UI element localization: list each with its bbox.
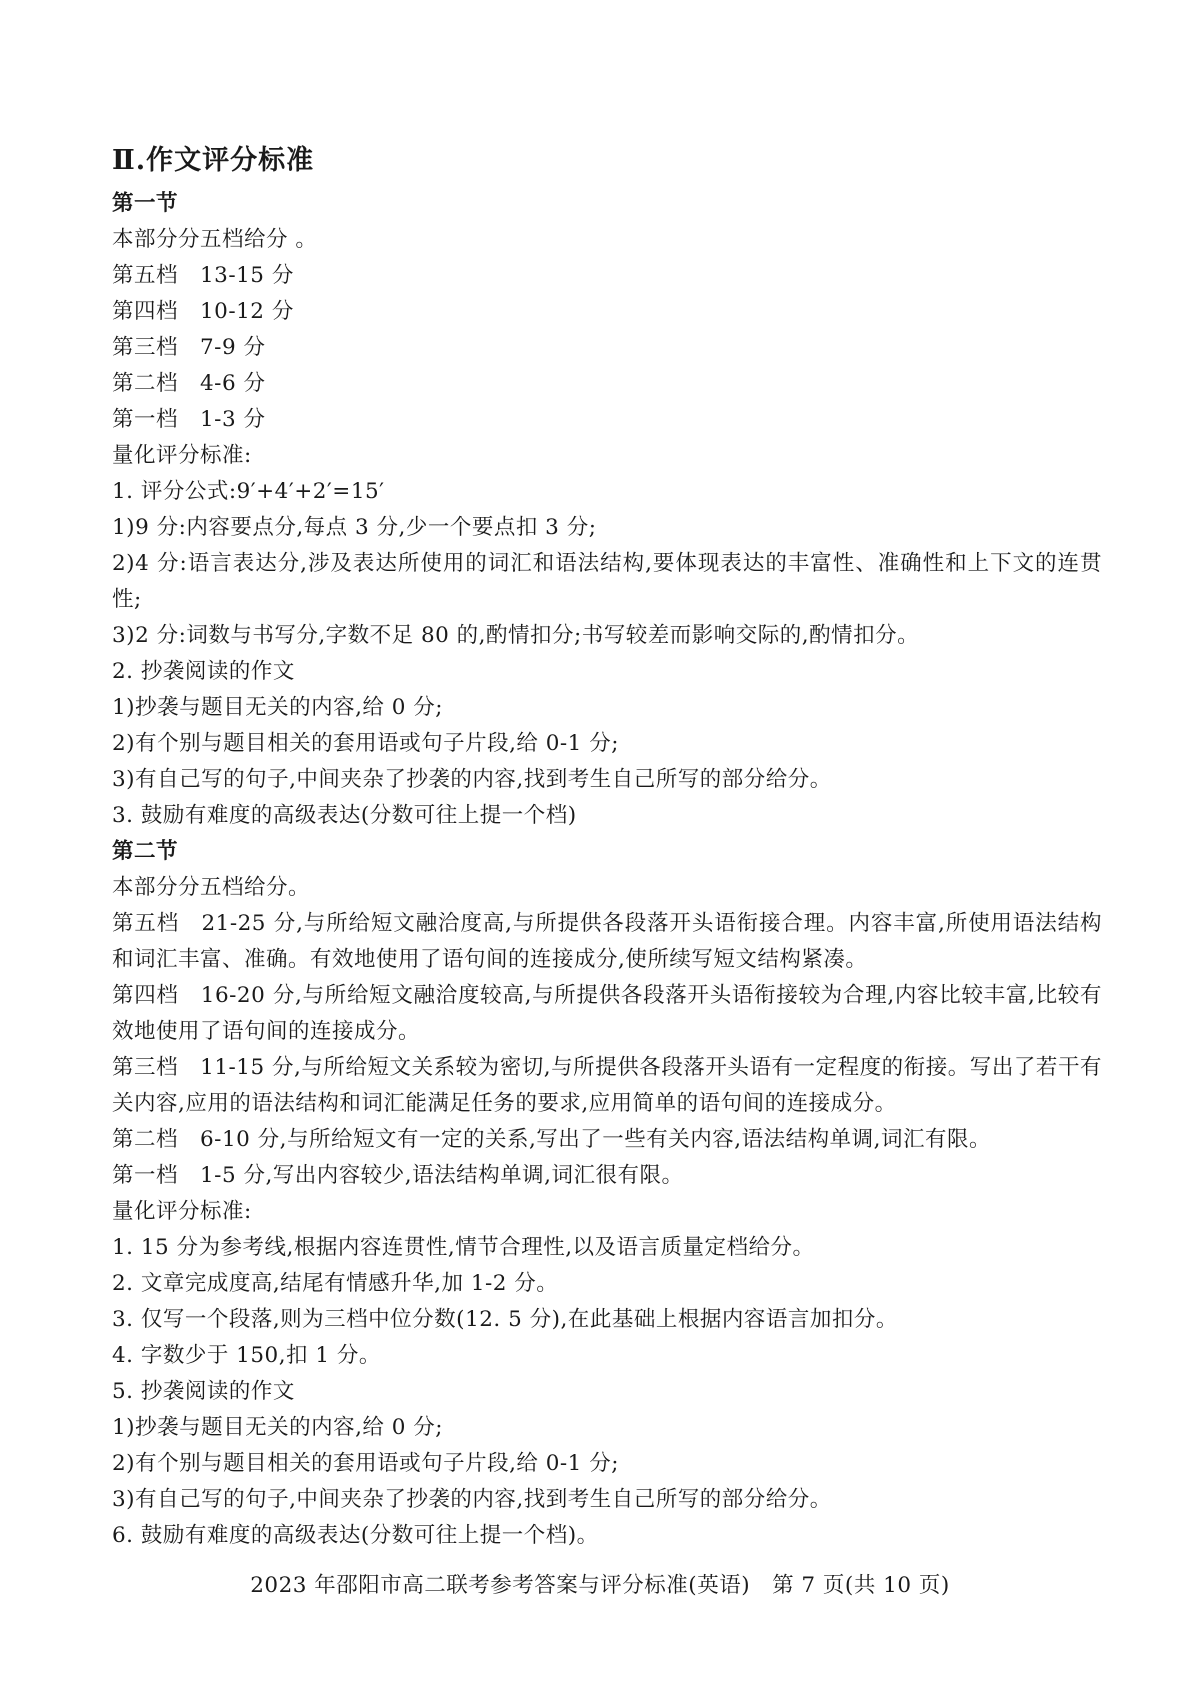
text-line: 1)抄袭与题目无关的内容,给 0 分; [112, 695, 443, 720]
text-line: 量化评分标准: [112, 1199, 252, 1224]
page-footer: 2023 年邵阳市高二联考参考答案与评分标准(英语) 第 7 页(共 10 页) [250, 1573, 950, 1598]
text-line: 1)9 分:内容要点分,每点 3 分,少一个要点扣 3 分; [112, 515, 597, 540]
text-line: 4. 字数少于 150,扣 1 分。 [112, 1343, 381, 1368]
text-line: 第一档 1-5 分,写出内容较少,语法结构单调,词汇很有限。 [112, 1163, 684, 1188]
text-line: 5. 抄袭阅读的作文 [112, 1379, 295, 1404]
text-line: 第四档 10-12 分 [112, 299, 294, 324]
text-line: 第三档 11-15 分,与所给短文关系较为密切,与所提供各段落开头语有一定程度的衔接。写出了若干有关内容,应用的语法结构和词汇能满足任务的要求,应用简单的语句间的连接成分。 [112, 1055, 1102, 1116]
text-line: 6. 鼓励有难度的高级表达(分数可往上提一个档)。 [112, 1523, 599, 1548]
section-title: 第二节 [112, 839, 179, 864]
text-line: 2)4 分:语言表达分,涉及表达所使用的词汇和语法结构,要体现表达的丰富性、准确性和上下文的连贯性; [112, 551, 1102, 612]
document-heading: Ⅱ.作文评分标准 [112, 145, 315, 176]
text-line: 本部分分五档给分 。 [112, 227, 318, 252]
text-line: 3)有自己写的句子,中间夹杂了抄袭的内容,找到考生自己所写的部分给分。 [112, 1487, 832, 1512]
text-line: 2. 文章完成度高,结尾有情感升华,加 1-2 分。 [112, 1271, 559, 1296]
text-line: 1. 15 分为参考线,根据内容连贯性,情节合理性,以及语言质量定档给分。 [112, 1235, 815, 1260]
text-line: 第五档 21-25 分,与所给短文融洽度高,与所提供各段落开头语衔接合理。内容丰富,所使用语法结构和词汇丰富、准确。有效地使用了语句间的连接成分,使所续写短文结构紧凑。 [112, 911, 1102, 972]
section-title: 第一节 [112, 191, 179, 216]
text-line: 3. 鼓励有难度的高级表达(分数可往上提一个档) [112, 803, 577, 828]
text-line: 第三档 7-9 分 [112, 335, 266, 360]
text-line: 1)抄袭与题目无关的内容,给 0 分; [112, 1415, 443, 1440]
text-line: 1. 评分公式:9′+4′+2′=15′ [112, 479, 385, 504]
text-line: 3)2 分:词数与书写分,字数不足 80 的,酌情扣分;书写较差而影响交际的,酌情扣分。 [112, 623, 920, 648]
text-line: 第一档 1-3 分 [112, 407, 266, 432]
text-line: 2)有个别与题目相关的套用语或句子片段,给 0-1 分; [112, 1451, 619, 1476]
text-line: 第五档 13-15 分 [112, 263, 294, 288]
text-line: 2)有个别与题目相关的套用语或句子片段,给 0-1 分; [112, 731, 619, 756]
document-lines [112, 186, 1102, 1554]
text-line: 3. 仅写一个段落,则为三档中位分数(12. 5 分),在此基础上根据内容语言加扣分。 [112, 1307, 898, 1332]
text-line: 3)有自己写的句子,中间夹杂了抄袭的内容,找到考生自己所写的部分给分。 [112, 767, 832, 792]
text-line: 第四档 16-20 分,与所给短文融洽度较高,与所提供各段落开头语衔接较为合理,内容比较丰富,比较有效地使用了语句间的连接成分。 [112, 983, 1102, 1044]
text-line: 2. 抄袭阅读的作文 [112, 659, 295, 684]
text-line: 第二档 4-6 分 [112, 371, 266, 396]
text-line: 量化评分标准: [112, 443, 252, 468]
text-line: 本部分分五档给分。 [112, 875, 311, 900]
document-body [112, 138, 1102, 1554]
text-line: 第二档 6-10 分,与所给短文有一定的关系,写出了一些有关内容,语法结构单调,词汇有限。 [112, 1127, 991, 1152]
